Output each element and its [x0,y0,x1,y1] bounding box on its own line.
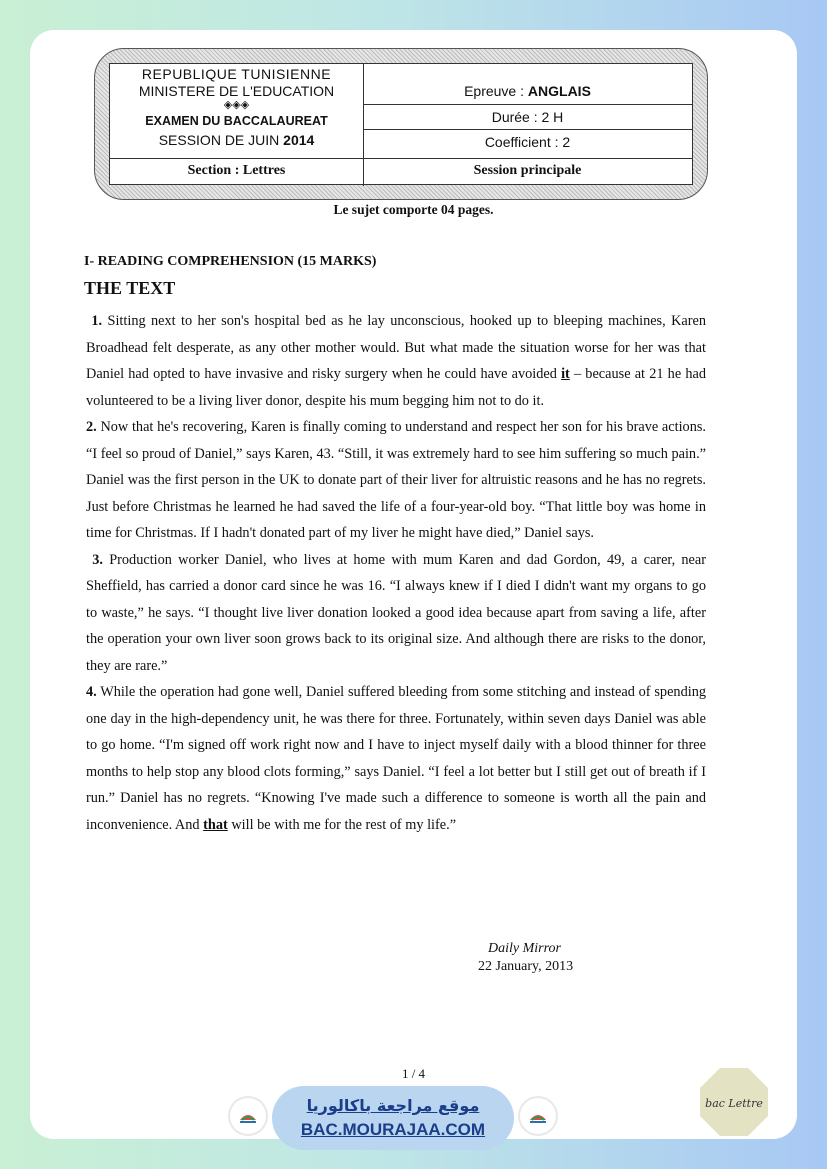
paragraph-2 [86,414,706,547]
duree-row: Durée : 2 H [363,105,692,130]
paragraph-text: Sitting next to her son's hospital bed as he lay unconscious, hooked up to bleeping machines, Karen Broadhead felt desperate, as any other mother would. But what made the situation worse for her was that Daniel had opted to have invasive and risky surgery when he could have avoided [86,313,707,382]
header-left-cell [110,64,364,158]
banner-arabic-link[interactable]: موقع مراجعة باكالوريا [306,1096,480,1115]
source-citation [478,940,573,976]
ornament-icon: ◈◈◈ [223,99,250,111]
paragraph-text: While the operation had gone well, Daniel suffered bleeding from some stitching and instead of spending one day in the high-dependency unit, he was there for three. Fortunately, within seven days Daniel was able to go home. “I'm signed off work right now and I have to inject myself daily with a blood thinner for three months to help stop any blood clots forming,” says Daniel. “I feel a lot better but I still get out of breath if I run.” Daniel has no regrets. “Knowing I've made such a difference to someone is worth all the pain and inconvenience. And [86,684,706,833]
text-title: THE TEXT [84,278,176,298]
exam-header [94,48,708,200]
exam-page [30,30,797,1139]
header-right-cell [363,64,692,158]
paragraph-number: 4. [86,684,97,700]
paragraph-number: 2. [86,419,97,435]
badge-text: bac Lettre [705,1097,763,1110]
epreuve-row [363,78,692,105]
header-table [109,63,693,185]
paragraph-text: Now that he's recovering, Karen is finally coming to understand and respect her son for his brave actions. “I feel so proud of Daniel,” says Karen, 43. “Still, it was extremely hard to see him suffering so much pain.” Daniel was the first person in the UK to donate part of their liver for altruistic reasons and he has no regrets. Just before Christmas he learned he had saved the life of a four-year-old boy. “That little boy was home in time for Christmas. If I hadn't donated part of my liver he might have died,” Daniel says. [86,419,706,541]
coefficient-row: Coefficient : 2 [484,134,571,150]
pages-note: Le sujet comporte 04 pages. [333,202,494,217]
epreuve-label: Epreuve : [464,83,528,99]
underlined-keyword: it [561,366,570,382]
paragraph-number: 1. [91,313,103,329]
header-bottom-row [110,158,692,186]
bac-lettre-badge-icon [698,1066,770,1138]
paragraph-text: will be with me for the rest of my life.” [227,816,457,833]
page-number: 1 / 4 [401,1066,426,1081]
section-title: I- READING COMPREHENSION (15 MARKS) [84,254,377,269]
paragraph-3 [86,547,706,680]
section-label: Section : Lettres [110,159,364,186]
session-type-label: Session principale [473,163,582,178]
site-logo-icon [230,1098,266,1134]
underlined-keyword: that [203,816,228,833]
exam-label: EXAMEN DU BACCALAUREAT [145,114,328,128]
source-publication: Daily Mirror [488,941,561,956]
site-banner[interactable] [272,1086,514,1150]
epreuve-value: ANGLAIS [527,83,591,99]
session-year: 2014 [283,132,315,148]
reading-text [86,308,706,838]
paragraph-number: 3. [92,551,103,568]
paragraph-4 [86,679,706,838]
source-date: 22 January, 2013 [478,959,574,974]
ministry-label: MINISTERE DE L'EDUCATION [138,83,335,99]
paragraph-text: – because at 21 he had volunteered to be a living liver donor, despite his mum begging him not to do it. [86,366,706,409]
banner-url-link[interactable]: BAC.MOURAJAA.COM [300,1120,486,1139]
session-prefix: SESSION DE JUIN [158,132,284,148]
site-logo-icon [520,1098,556,1134]
country-label: REPUBLIQUE TUNISIENNE [141,66,332,82]
paragraph-text: Production worker Daniel, who lives at home with mum Karen and dad Gordon, 49, a carer, near Sheffield, has carried a donor card since he was 16. “I always knew if I died I didn't want my organs to go to waste,” he says. “I thought live liver donation looked a good idea because apart from saving a life, after the operation your own liver soon grows back to its original size. And although there are risks to the donor, they are rare.” [86,551,706,674]
session-label [110,132,363,148]
paragraph-1 [86,308,706,414]
